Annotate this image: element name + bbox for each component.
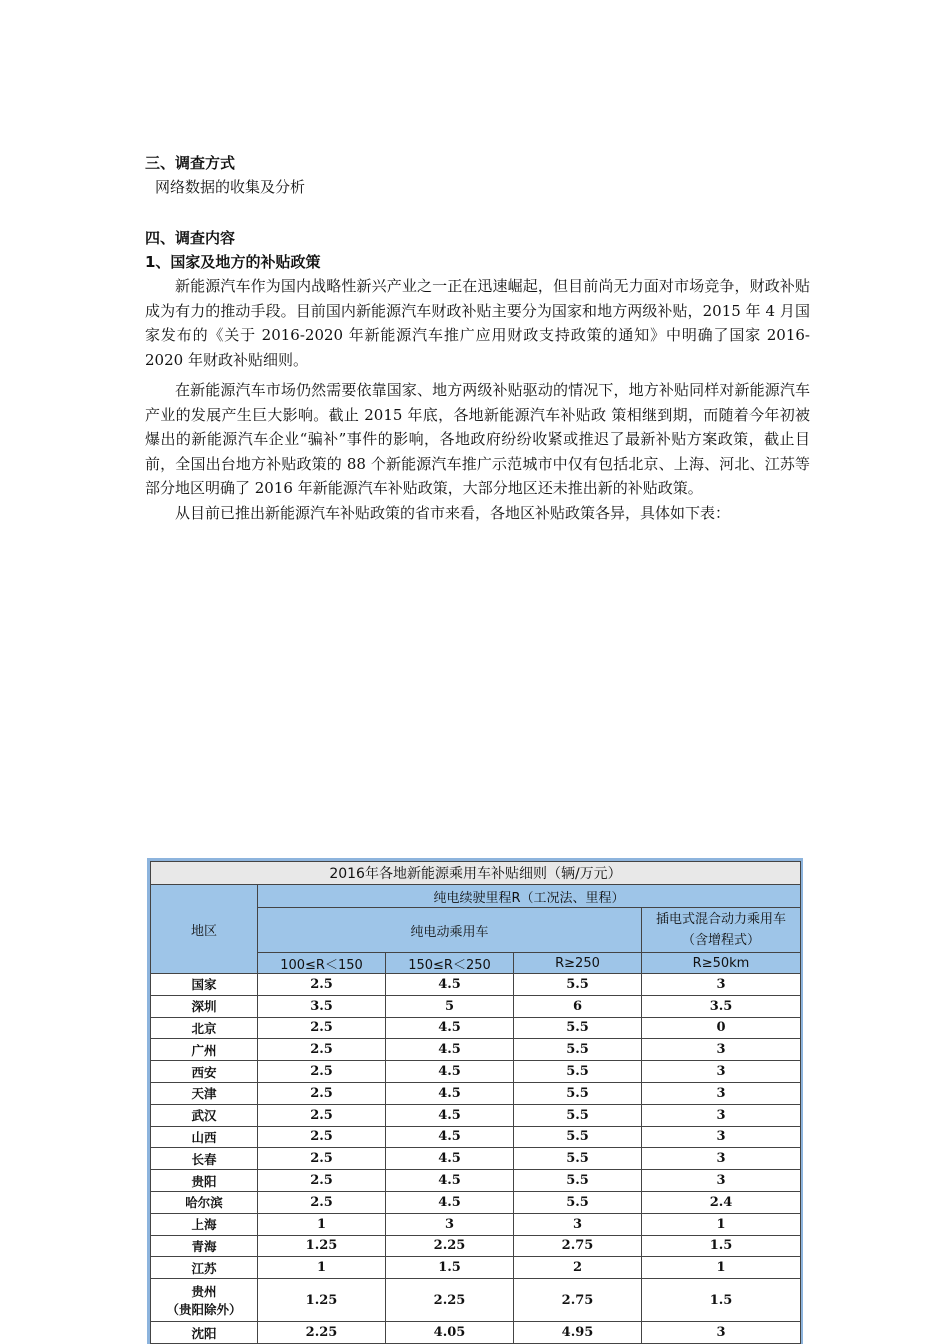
region-name: 青海 [191,1238,217,1254]
subsidy-value-cell: 5.5 [514,1017,642,1039]
subsidy-subheading: 1、国家及地方的补贴政策 [145,253,321,271]
subsidy-value-cell: 2.25 [386,1279,514,1322]
subsidy-value-cell: 5.5 [514,1039,642,1061]
table-row [151,1017,801,1039]
table-row [151,1104,801,1126]
region-cell [151,1082,258,1104]
subsidy-value-cell: 2.5 [258,1082,386,1104]
region-cell [151,1126,258,1148]
subsidy-value-cell: 3 [642,1039,801,1061]
table-row [151,1235,801,1257]
subsidy-value-cell: 1.25 [258,1279,386,1322]
region-name: 上海 [191,1217,217,1233]
region-column-header: 地区 [151,885,258,974]
subsidy-value-cell: 3 [386,1213,514,1235]
region-name: 武汉 [191,1108,217,1124]
subsidy-value-cell: 3 [642,1126,801,1148]
table-row [151,1279,801,1322]
table-row [151,995,801,1017]
subsidy-value-cell: 2.25 [386,1235,514,1257]
table-row [151,1082,801,1104]
region-name: 江苏 [191,1260,217,1276]
subsidy-value-cell: 0 [642,1017,801,1039]
section-4-heading: 四、调查内容 [145,229,236,247]
region-cell [151,1213,258,1235]
table-row [151,1170,801,1192]
subsidy-value-cell: 2.5 [258,1148,386,1170]
region-cell [151,1235,258,1257]
subsidy-table-body [151,974,801,1344]
table-row [151,1039,801,1061]
table-row [151,1213,801,1235]
paragraph-2: 在新能源汽车市场仍然需要依靠国家、地方两级补贴驱动的情况下，地方补贴同样对新能源汽车产业的发展产生巨大影响。截止 2015 年底，各地新能源汽车补贴政 策相继到期，而随着今年初被爆出的新能源汽车企业“骗补”事件的影响，各地政府纷纷收紧或推迟了最新补贴方案政策，截止目前，全国出台地方补贴政策的 88 个新能源汽车推广示范城市中仅有包括北京、上海、河北、江苏等部分地区明确了 2016 年新能源汽车补贴政策，大部分地区还未推出新的补贴政策。 [145,381,810,497]
table-row [151,1061,801,1083]
phev-header [642,908,801,953]
range-header-1: 100≤R＜150 [258,953,386,974]
region-name: 天津 [191,1086,217,1102]
subsidy-value-cell: 6 [514,995,642,1017]
table-row [151,1148,801,1170]
subsidy-value-cell: 5.5 [514,1104,642,1126]
region-cell [151,995,258,1017]
subsidy-value-cell: 5.5 [514,1191,642,1213]
subsidy-value-cell: 3 [642,1061,801,1083]
subsidy-value-cell: 5.5 [514,1170,642,1192]
subsidy-value-cell: 3 [642,1170,801,1192]
subsidy-value-cell: 4.5 [386,1039,514,1061]
subsidy-value-cell: 4.5 [386,974,514,996]
subsidy-value-cell: 2.5 [258,1061,386,1083]
region-cell [151,1148,258,1170]
subsidy-value-cell: 4.5 [386,1104,514,1126]
region-cell [151,1322,258,1344]
subsidy-value-cell: 3.5 [642,995,801,1017]
region-name: 贵州 [191,1284,217,1300]
region-name: 山西 [191,1129,217,1145]
region-cell [151,1170,258,1192]
section-3 [145,151,810,199]
region-name: 国家 [191,977,217,993]
paragraph-3: 从目前已推出新能源汽车补贴政策的省市来看，各地区补贴政策各异，具体如下表： [175,503,731,522]
section-4 [145,226,810,525]
subsidy-value-cell: 2 [514,1257,642,1279]
subsidy-value-cell: 3 [642,1082,801,1104]
section-3-heading: 三、调查方式 [145,154,236,172]
table-title: 2016年各地新能源乘用车补贴细则（辆/万元） [151,862,801,885]
subsidy-value-cell: 2.5 [258,974,386,996]
bev-header: 纯电动乘用车 [258,908,642,953]
subsidy-value-cell: 3.5 [258,995,386,1017]
subsidy-value-cell: 2.5 [258,1104,386,1126]
subsidy-table-frame [147,858,803,1344]
subsidy-value-cell: 3 [642,974,801,996]
subsidy-value-cell: 2.5 [258,1039,386,1061]
phev-header-line2: （含增程式） [681,933,760,948]
subsidy-value-cell: 4.5 [386,1126,514,1148]
subsidy-value-cell: 2.5 [258,1170,386,1192]
subsidy-value-cell: 5.5 [514,1126,642,1148]
subsidy-value-cell: 5.5 [514,1061,642,1083]
region-cell [151,1017,258,1039]
region-note: （贵阳除外） [166,1302,242,1318]
region-name: 北京 [191,1020,217,1036]
subsidy-value-cell: 1.25 [258,1235,386,1257]
subsidy-value-cell: 1.5 [386,1257,514,1279]
region-cell [151,1279,258,1322]
subsidy-value-cell: 2.5 [258,1126,386,1148]
subsidy-value-cell: 2.5 [258,1017,386,1039]
subsidy-value-cell: 3 [642,1322,801,1344]
table-row [151,1126,801,1148]
subsidy-value-cell: 5.5 [514,1148,642,1170]
region-cell [151,1257,258,1279]
region-name: 贵阳 [191,1173,217,1189]
paragraph-1: 新能源汽车作为国内战略性新兴产业之一正在迅速崛起，但目前尚无力面对市场竞争，财政补贴成为有力的推动手段。目前国内新能源汽车财政补贴主要分为国家和地方两级补贴，2015 年 4 月国家发布的《关于 2016-2020 年新能源汽车推广应用财政支持政策的通知》中明确了国家 2016-2020 年财政补贴细则。 [145,277,810,369]
range-header-3: R≥250 [514,953,642,974]
subsidy-value-cell: 3 [514,1213,642,1235]
subsidy-value-cell: 4.5 [386,1082,514,1104]
subsidy-value-cell: 2.4 [642,1191,801,1213]
region-cell [151,1104,258,1126]
range-group-header: 纯电续驶里程R（工况法、里程） [258,885,801,908]
subsidy-value-cell: 1.5 [642,1235,801,1257]
subsidy-value-cell: 4.5 [386,1191,514,1213]
subsidy-value-cell: 2.25 [258,1322,386,1344]
range-header-2: 150≤R＜250 [386,953,514,974]
table-row [151,1322,801,1344]
subsidy-table [150,861,801,1344]
subsidy-value-cell: 4.5 [386,1170,514,1192]
section-3-body: 网络数据的收集及分析 [155,178,306,196]
range-header-4: R≥50km [642,953,801,974]
region-name: 西安 [191,1064,217,1080]
subsidy-value-cell: 1 [642,1213,801,1235]
region-name: 哈尔滨 [185,1195,223,1211]
table-row [151,974,801,996]
subsidy-value-cell: 3 [642,1148,801,1170]
subsidy-value-cell: 5.5 [514,974,642,996]
subsidy-value-cell: 2.75 [514,1235,642,1257]
subsidy-value-cell: 1.5 [642,1279,801,1322]
subsidy-value-cell: 2.75 [514,1279,642,1322]
region-name: 深圳 [191,999,217,1015]
subsidy-value-cell: 4.5 [386,1148,514,1170]
region-cell [151,974,258,996]
region-cell [151,1039,258,1061]
subsidy-value-cell: 4.5 [386,1061,514,1083]
region-cell [151,1191,258,1213]
subsidy-value-cell: 4.05 [386,1322,514,1344]
subsidy-value-cell: 5 [386,995,514,1017]
phev-header-line1: 插电式混合动力乘用车 [655,912,786,927]
subsidy-value-cell: 4.5 [386,1017,514,1039]
region-name: 沈阳 [191,1325,217,1341]
subsidy-value-cell: 2.5 [258,1191,386,1213]
table-row [151,1191,801,1213]
region-cell [151,1061,258,1083]
subsidy-value-cell: 1 [258,1257,386,1279]
subsidy-value-cell: 4.95 [514,1322,642,1344]
table-row [151,1257,801,1279]
subsidy-value-cell: 1 [642,1257,801,1279]
subsidy-value-cell: 3 [642,1104,801,1126]
subsidy-value-cell: 5.5 [514,1082,642,1104]
subsidy-value-cell: 1 [258,1213,386,1235]
region-name: 广州 [191,1042,217,1058]
region-name: 长春 [191,1151,217,1167]
